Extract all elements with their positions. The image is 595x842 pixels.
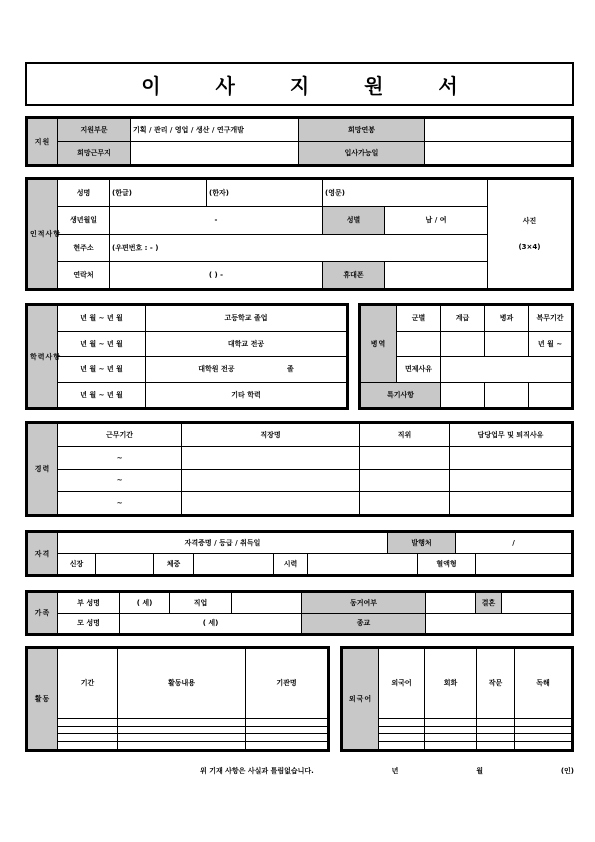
career-head-position: 직위	[360, 424, 450, 447]
lang-cell[interactable]	[477, 718, 515, 726]
career-company[interactable]	[182, 446, 360, 469]
activity-cell[interactable]	[58, 742, 118, 750]
career-head-company: 직장명	[182, 424, 360, 447]
lang-cell[interactable]	[379, 742, 425, 750]
activity-cell[interactable]	[58, 734, 118, 742]
apply-field-value[interactable]: 기획 / 관리 / 영업 / 생산 / 연구개발	[131, 119, 299, 142]
activity-cell[interactable]	[118, 734, 246, 742]
activity-cell[interactable]	[58, 726, 118, 734]
married-value[interactable]	[502, 593, 572, 614]
career-head-period: 근무기간	[58, 424, 182, 447]
special-value-1[interactable]	[441, 382, 485, 408]
mil-head-type: 병과	[485, 306, 529, 332]
height-value[interactable]	[96, 554, 154, 575]
lang-cell[interactable]	[425, 734, 477, 742]
mil-type[interactable]	[485, 331, 529, 357]
apply-label: 지원	[28, 119, 58, 165]
mil-period[interactable]: 년 월 ~	[529, 331, 572, 357]
salary-value[interactable]	[425, 119, 572, 142]
activity-head-content: 활동내용	[118, 649, 246, 719]
career-duty[interactable]	[450, 446, 572, 469]
activity-cell[interactable]	[246, 718, 328, 726]
school-period[interactable]: 년 월 ~ 년 월	[58, 331, 146, 357]
lang-cell[interactable]	[425, 726, 477, 734]
birth-label: 생년월일	[58, 207, 110, 234]
activity-head-period: 기간	[58, 649, 118, 719]
lang-cell[interactable]	[477, 726, 515, 734]
personal-label: 인적사항	[28, 180, 58, 289]
lang-cell[interactable]	[515, 734, 572, 742]
activity-cell[interactable]	[118, 718, 246, 726]
career-position[interactable]	[360, 469, 450, 492]
career-duty[interactable]	[450, 469, 572, 492]
name-label: 성명	[58, 180, 110, 207]
special-value-2[interactable]	[485, 382, 529, 408]
page-title: 이 사 지 원 서	[141, 73, 482, 98]
mil-head-branch: 군별	[397, 306, 441, 332]
lang-cell[interactable]	[425, 718, 477, 726]
start-date-label: 입사가능일	[299, 142, 425, 165]
vision-value[interactable]	[308, 554, 418, 575]
start-date-value[interactable]	[425, 142, 572, 165]
school-period[interactable]: 년 월 ~ 년 월	[58, 357, 146, 383]
vision-label: 시력	[274, 554, 308, 575]
activity-cell[interactable]	[118, 742, 246, 750]
school-name[interactable]	[146, 357, 347, 383]
school-note: 졸	[286, 365, 294, 374]
footer-sign: (인)	[560, 767, 574, 775]
license-section	[25, 530, 574, 577]
lang-cell[interactable]	[477, 742, 515, 750]
phone-value[interactable]: ( ) -	[110, 261, 323, 288]
language-label: 외국어	[343, 649, 379, 750]
family-label: 가족	[28, 593, 58, 634]
military-section	[358, 303, 574, 410]
mother-age[interactable]: ( 세)	[120, 613, 302, 634]
activity-cell[interactable]	[246, 734, 328, 742]
father-job[interactable]	[232, 593, 302, 614]
issuer-label: 발행처	[388, 533, 456, 554]
career-period[interactable]: ~	[58, 446, 182, 469]
salary-label: 희망연봉	[299, 119, 425, 142]
career-label: 경력	[28, 424, 58, 515]
career-head-duty: 담당업무 및 퇴직사유	[450, 424, 572, 447]
activity-head-org: 기관명	[246, 649, 328, 719]
footer-year: 년	[391, 767, 399, 775]
father-job-label: 직업	[170, 593, 232, 614]
school-label: 학력사항	[28, 306, 58, 408]
footer-month: 월	[476, 767, 483, 775]
height-label: 신장	[58, 554, 96, 575]
gender-value[interactable]: 남 / 여	[385, 207, 488, 234]
license-name[interactable]: 자격증명 / 등급 / 취득일	[58, 533, 388, 554]
personal-section	[25, 177, 574, 291]
photo-size: (3×4)	[518, 243, 541, 251]
father-age[interactable]: ( 세)	[120, 593, 170, 614]
gender-label: 성별	[323, 207, 385, 234]
mil-branch[interactable]	[397, 331, 441, 357]
military-label: 병역	[361, 306, 397, 383]
blood-value[interactable]	[476, 554, 572, 575]
weight-value[interactable]	[194, 554, 274, 575]
family-section	[25, 590, 574, 636]
school-period[interactable]: 년 월 ~ 년 월	[58, 306, 146, 332]
career-period[interactable]: ~	[58, 469, 182, 492]
mobile-label: 휴대폰	[323, 261, 385, 288]
activity-cell[interactable]	[246, 742, 328, 750]
lang-head-speak: 회화	[425, 649, 477, 719]
lang-cell[interactable]	[515, 726, 572, 734]
lang-cell[interactable]	[515, 718, 572, 726]
lang-head-name: 외국어	[379, 649, 425, 719]
career-duty[interactable]	[450, 492, 572, 515]
activity-cell[interactable]	[58, 718, 118, 726]
exempt-value[interactable]	[441, 357, 572, 383]
address-value[interactable]: (우편번호 : - )	[110, 234, 488, 261]
address-label: 현주소	[58, 234, 110, 261]
school-name[interactable]: 고등학교 졸업	[146, 306, 347, 332]
religion-label: 종교	[302, 613, 426, 634]
activity-cell[interactable]	[118, 726, 246, 734]
photo-label: 사진	[522, 217, 537, 225]
work-place-value[interactable]	[131, 142, 299, 165]
footer-statement: 위 기재 사항은 사실과 틀림없습니다.	[200, 767, 314, 775]
photo-box	[488, 180, 572, 289]
father-name[interactable]: 부 성명	[58, 593, 120, 614]
career-company[interactable]	[182, 492, 360, 515]
lang-head-read: 독해	[515, 649, 572, 719]
mil-rank[interactable]	[441, 331, 485, 357]
special-label: 특기사항	[361, 382, 441, 408]
career-company[interactable]	[182, 469, 360, 492]
lang-head-write: 작문	[477, 649, 515, 719]
birth-value[interactable]: -	[110, 207, 323, 234]
special-value-3[interactable]	[529, 382, 572, 408]
exempt-label: 면제사유	[397, 357, 441, 383]
lang-cell[interactable]	[379, 718, 425, 726]
license-label: 자격	[28, 533, 58, 575]
mil-head-period: 복무기간	[529, 306, 572, 332]
career-position[interactable]	[360, 446, 450, 469]
work-place-label: 희망근무지	[58, 142, 131, 165]
activity-cell[interactable]	[246, 726, 328, 734]
school-name-text: 대학원 전공	[198, 365, 235, 374]
issuer-value[interactable]: /	[456, 533, 572, 554]
name-hanja[interactable]: (한자)	[207, 180, 323, 207]
activity-label: 활동	[28, 649, 58, 750]
language-section	[340, 646, 574, 752]
lang-cell[interactable]	[515, 742, 572, 750]
cohabit-value[interactable]	[426, 593, 476, 614]
lang-cell[interactable]	[425, 742, 477, 750]
school-name[interactable]: 기타 학력	[146, 382, 347, 408]
name-english[interactable]: (영문)	[323, 180, 488, 207]
lang-cell[interactable]	[477, 734, 515, 742]
name-korean[interactable]: (한글)	[110, 180, 207, 207]
career-section	[25, 421, 574, 517]
lang-cell[interactable]	[379, 734, 425, 742]
mil-head-rank: 계급	[441, 306, 485, 332]
phone-label: 연락처	[58, 261, 110, 288]
activity-section	[25, 646, 330, 752]
mother-name[interactable]: 모 성명	[58, 613, 120, 634]
apply-field-label: 지원부문	[58, 119, 131, 142]
cohabit-label: 동거여부	[302, 593, 426, 614]
career-period[interactable]: ~	[58, 492, 182, 515]
mobile-value[interactable]	[385, 261, 488, 288]
religion-value[interactable]	[426, 613, 572, 634]
school-period[interactable]: 년 월 ~ 년 월	[58, 382, 146, 408]
weight-label: 체중	[154, 554, 194, 575]
lang-cell[interactable]	[379, 726, 425, 734]
school-name[interactable]: 대학교 전공	[146, 331, 347, 357]
career-position[interactable]	[360, 492, 450, 515]
apply-section	[25, 116, 574, 167]
school-section	[25, 303, 349, 410]
married-label: 결혼	[476, 593, 502, 614]
title-box	[25, 62, 574, 106]
blood-label: 혈액형	[418, 554, 476, 575]
footer	[200, 764, 574, 778]
